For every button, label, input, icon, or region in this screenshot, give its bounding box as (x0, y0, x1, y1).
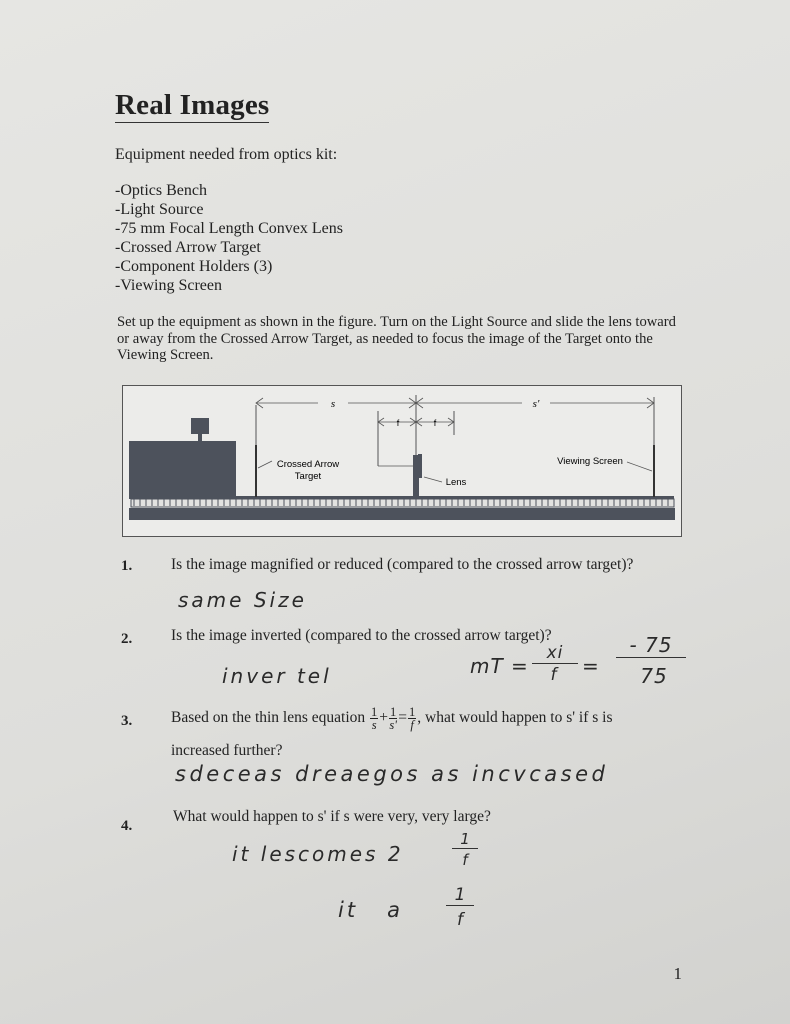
list-item: -Optics Bench (115, 182, 207, 199)
equipment-intro: Equipment needed from optics kit: (115, 146, 338, 163)
label-target: Target (294, 471, 322, 482)
list-item: -75 mm Focal Length Convex Lens (115, 220, 343, 237)
plus-sign: + (379, 709, 389, 726)
handwritten-fraction-den: f (462, 851, 468, 869)
question-text-continued: increased further? (171, 742, 283, 759)
label-s-prime: s' (532, 398, 540, 410)
equipment-list (115, 181, 343, 295)
handwritten-result-num: - 75 (616, 633, 686, 658)
optics-bench-figure (122, 385, 682, 537)
label-viewing-screen: Viewing Screen (557, 456, 623, 467)
equation-lead: Based on the thin lens equation (171, 709, 366, 726)
label-f-right: f (433, 418, 437, 428)
handwritten-answer-line-1: it lescomes 2 (232, 842, 404, 866)
question-number: 3. (121, 713, 133, 729)
label-crossed-arrow: Crossed Arrow (276, 459, 340, 470)
question-number: 2. (121, 631, 133, 647)
label-s: s (330, 398, 336, 410)
lens-element (418, 454, 422, 478)
handwritten-answer: same Size (178, 588, 307, 612)
list-item: -Crossed Arrow Target (115, 239, 261, 256)
handwritten-result-den: 75 (640, 664, 668, 688)
question-text: Is the image magnified or reduced (compared to the crossed arrow target)? (171, 556, 634, 573)
label-f-left: f (396, 418, 400, 428)
list-item: -Light Source (115, 201, 204, 218)
page-title: Real Images (115, 89, 270, 121)
fraction-1-over-s: $\frac{1}{s}$ (371, 704, 378, 732)
handwritten-work-den: f (550, 665, 560, 685)
equals-sign: = (398, 709, 408, 726)
question-text: What would happen to s' if s were very, very large? (173, 808, 491, 825)
handwritten-fraction-den: f (457, 910, 463, 930)
page-number: 1 (673, 964, 682, 983)
equation-tail: , what would happen to s' if s is (417, 709, 613, 726)
question-text-line (171, 701, 613, 734)
light-source-top (191, 418, 209, 434)
handwritten-answer: sdeceas dreaegos as incvcased (175, 762, 609, 786)
handwritten-fraction-num: 1 (446, 885, 474, 906)
handwritten-answer: inver tel (222, 664, 332, 688)
handwritten-fraction-num: 1 (452, 830, 478, 849)
handwritten-answer-line-2: it a (338, 898, 403, 922)
fraction-1-over-s-prime: $\frac{1}{s'}$ (389, 704, 397, 732)
setup-instructions: Set up the equipment as shown in the figure. Turn on the Light Source and slide the lens toward or away from the Crossed Arrow Target, as needed to focus the image of the Target onto the Viewing Screen. (117, 314, 676, 363)
handwritten-work-lhs: mT = (470, 654, 529, 678)
question-number: 4. (121, 818, 133, 834)
question-text: Is the image inverted (compared to the crossed arrow target)? (171, 627, 552, 644)
label-lens: Lens (445, 477, 467, 488)
light-source-box (129, 441, 236, 499)
question-number: 1. (121, 558, 133, 574)
list-item: -Viewing Screen (115, 277, 222, 294)
fraction-1-over-f: $\frac{1}{f}$ (409, 704, 416, 732)
bench-base (129, 508, 675, 520)
handwritten-work-eq: = (582, 654, 602, 678)
handwritten-work-num: xi (532, 643, 578, 664)
list-item: -Component Holders (3) (115, 258, 273, 275)
